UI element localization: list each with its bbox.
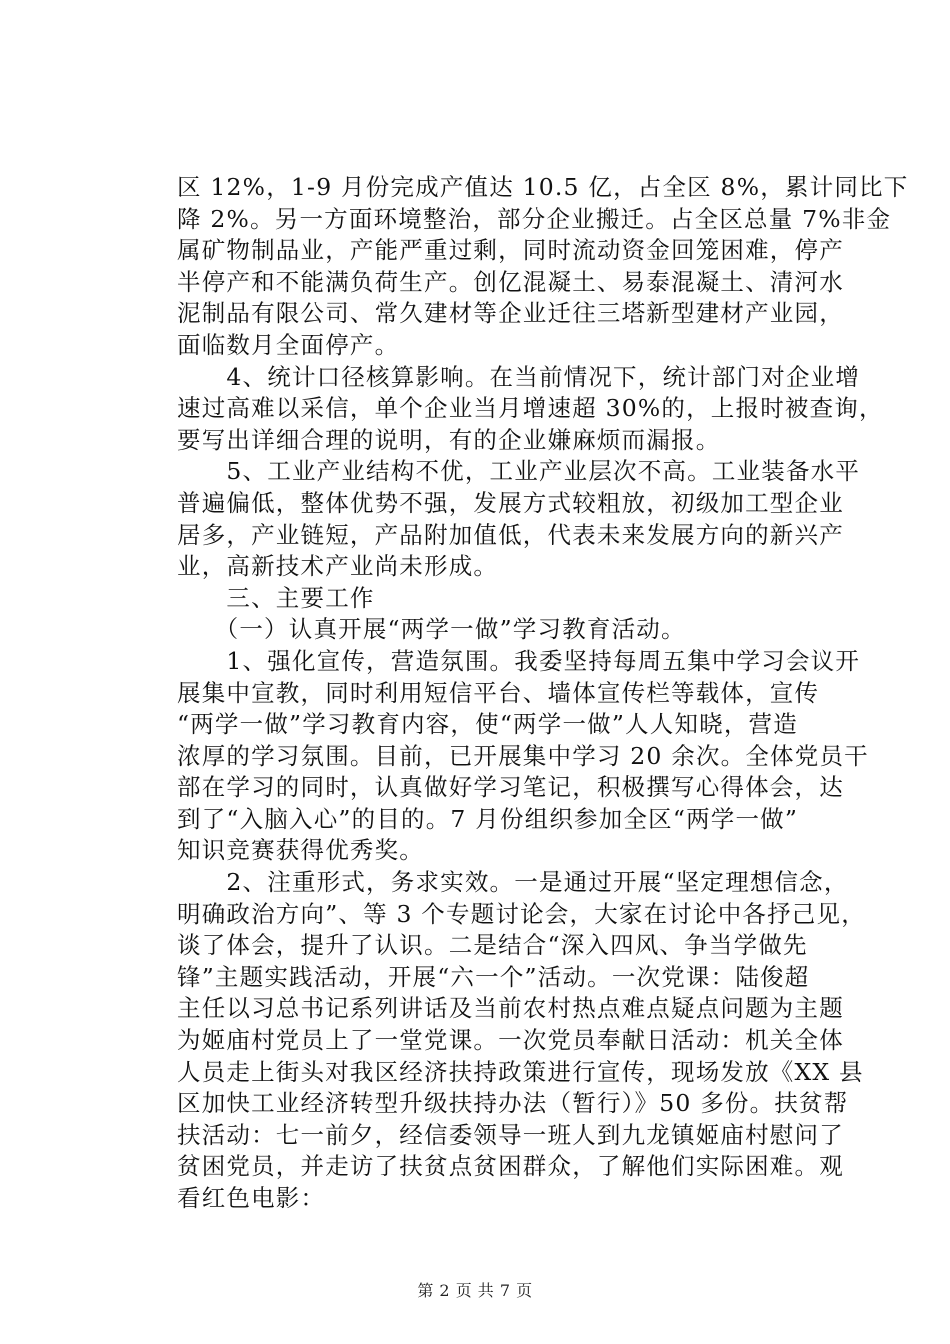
text-line: 谈了体会，提升了认识。二是结合“深入四风、争当学做先 <box>177 931 808 960</box>
text-line: 为姬庙村党员上了一堂党课。一次党员奉献日活动：机关全体 <box>177 1026 844 1055</box>
text-line: 普遍偏低，整体优势不强，发展方式较粗放，初级加工型企业 <box>177 488 844 517</box>
text-line: 1、强化宣传，营造氛围。我委坚持每周五集中学习会议开 <box>177 646 861 675</box>
page-number-footer: 第 2 页 共 7 页 <box>417 1281 533 1300</box>
text-line: 扶活动：七一前夕，经信委领导一班人到九龙镇姬庙村慰问了 <box>177 1120 844 1149</box>
text-line: 5、工业产业结构不优，工业产业层次不高。工业装备水平 <box>177 457 861 486</box>
text-line: 贫困党员，并走访了扶贫点贫困群众，了解他们实际困难。观 <box>177 1152 844 1181</box>
text-line: 半停产和不能满负荷生产。创亿混凝土、易泰混凝土、清河水 <box>177 267 844 296</box>
text-line: 降 2%。另一方面环境整治，部分企业搬迁。占全区总量 7%非金 <box>177 204 892 233</box>
subsection-heading: （一）认真开展“两学一做”学习教育活动。 <box>177 615 686 644</box>
text-line: 部在学习的同时，认真做好学习笔记，积极撰写心得体会，达 <box>177 773 844 802</box>
text-line: 区加快工业经济转型升级扶持办法（暂行）》50 多份。扶贫帮 <box>177 1089 849 1118</box>
text-line: 泥制品有限公司、常久建材等企业迁往三塔新型建材产业园， <box>177 299 844 328</box>
text-line: 锋”主题实践活动，开展“六一个”活动。一次党课：陆俊超 <box>177 962 810 991</box>
text-line: 4、统计口径核算影响。在当前情况下，统计部门对企业增 <box>177 362 861 391</box>
text-line: 区 12%，1-9 月份完成产值达 10.5 亿，占全区 8%，累计同比下 <box>177 173 909 201</box>
text-line: 展集中宣教，同时利用短信平台、墙体宣传栏等载体，宣传 <box>177 678 820 707</box>
text-line: 属矿物制品业，产能严重过剩，同时流动资金回笼困难，停产 <box>177 236 844 265</box>
text-line: 要写出详细合理的说明，有的企业嫌麻烦而漏报。 <box>177 425 721 454</box>
text-line: 明确政治方向”、等 3 个专题讨论会，大家在讨论中各抒己见， <box>177 899 866 928</box>
document-body <box>177 172 909 1215</box>
text-line: 知识竞赛获得优秀奖。 <box>177 836 424 865</box>
text-line: 到了“入脑入心”的目的。7 月份组织参加全区“两学一做” <box>177 804 799 833</box>
text-line: 速过高难以采信，单个企业当月增速超 30%的，上报时被查询， <box>177 394 884 423</box>
text-line: 居多，产业链短，产品附加值低，代表未来发展方向的新兴产 <box>177 520 844 549</box>
text-line: 浓厚的学习氛围。目前，已开展集中学习 20 余次。全体党员干 <box>177 741 869 770</box>
text-line: 业，高新技术产业尚未形成。 <box>177 552 499 581</box>
text-line: 主任以习总书记系列讲话及当前农村热点难点疑点问题为主题 <box>177 994 844 1023</box>
text-line: 看红色电影： <box>177 1184 326 1212</box>
text-line: 面临数月全面停产。 <box>177 330 400 359</box>
text-line: “两学一做”学习教育内容，使“两学一做”人人知晓，营造 <box>177 710 798 739</box>
section-heading: 三、主要工作 <box>177 583 375 612</box>
text-line: 人员走上街头对我区经济扶持政策进行宣传，现场发放《XX 县 <box>177 1057 864 1086</box>
text-line: 2、注重形式，务求实效。一是通过开展“坚定理想信念， <box>177 868 849 897</box>
